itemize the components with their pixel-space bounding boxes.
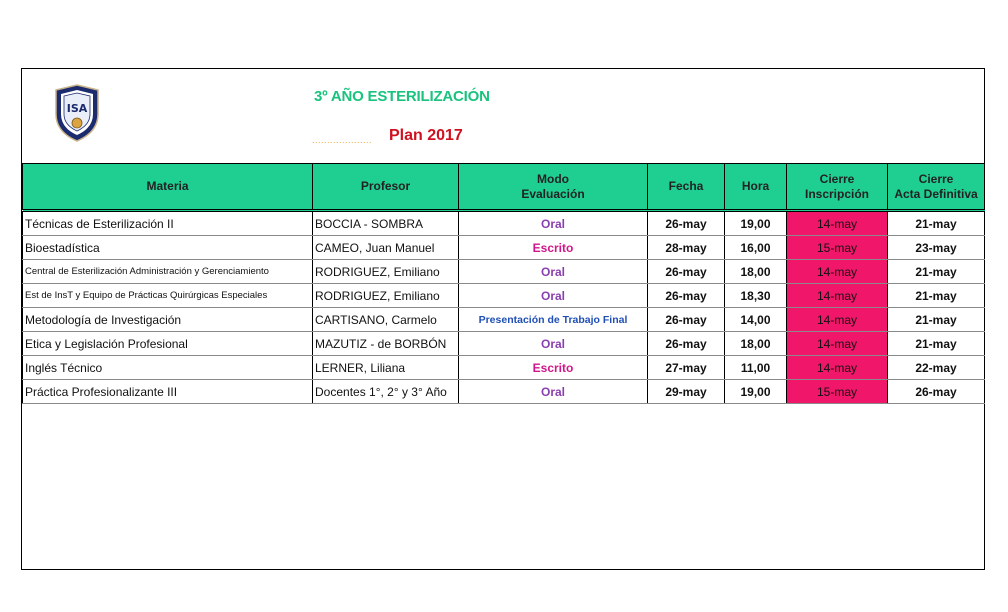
cell-cierre-inscripcion: 14-may xyxy=(787,332,888,356)
cell-hora: 18,30 xyxy=(725,284,787,308)
cell-modo: Oral xyxy=(459,211,648,236)
col-cierre-acta-line2: Acta Definitiva xyxy=(894,186,978,201)
cell-hora: 11,00 xyxy=(725,356,787,380)
table-row xyxy=(23,332,985,356)
cell-fecha: 26-may xyxy=(648,211,725,236)
cell-fecha: 26-may xyxy=(648,332,725,356)
cell-cierre-acta: 21-may xyxy=(888,308,985,332)
plan-label: Plan 2017 xyxy=(389,127,463,144)
cell-fecha: 26-may xyxy=(648,260,725,284)
table-row xyxy=(23,356,985,380)
cell-hora: 18,00 xyxy=(725,332,787,356)
table-row xyxy=(23,260,985,284)
plan-dots: .................... xyxy=(312,135,373,145)
cell-hora: 19,00 xyxy=(725,211,787,236)
cell-cierre-inscripcion: 15-may xyxy=(787,236,888,260)
table-row xyxy=(23,284,985,308)
table-row xyxy=(23,211,985,236)
cell-fecha: 29-may xyxy=(648,380,725,404)
cell-materia: Técnicas de Esterilización II xyxy=(23,211,313,236)
cell-hora: 14,00 xyxy=(725,308,787,332)
cell-cierre-inscripcion: 14-may xyxy=(787,308,888,332)
cell-profesor: CARTISANO, Carmelo xyxy=(313,308,459,332)
col-fecha: Fecha xyxy=(648,164,725,211)
cell-cierre-acta: 26-may xyxy=(888,380,985,404)
cell-materia: Inglés Técnico xyxy=(23,356,313,380)
cell-fecha: 28-may xyxy=(648,236,725,260)
cell-cierre-inscripcion: 14-may xyxy=(787,260,888,284)
cell-materia: Práctica Profesionalizante III xyxy=(23,380,313,404)
cell-cierre-inscripcion: 14-may xyxy=(787,284,888,308)
cell-fecha: 26-may xyxy=(648,308,725,332)
schedule-sheet xyxy=(21,68,985,570)
cell-materia: Metodología de Investigación xyxy=(23,308,313,332)
cell-modo: Oral xyxy=(459,380,648,404)
cell-profesor: MAZUTIZ - de BORBÓN xyxy=(313,332,459,356)
cell-cierre-inscripcion: 14-may xyxy=(787,211,888,236)
col-cierre-insc-line2: Inscripción xyxy=(804,186,869,201)
cell-hora: 18,00 xyxy=(725,260,787,284)
col-cierre-insc-line1: Cierre xyxy=(819,171,855,186)
cell-materia: Central de Esterilización Administración y Gerenciamiento xyxy=(23,260,313,284)
cell-modo: Oral xyxy=(459,332,648,356)
col-modo xyxy=(459,164,648,211)
col-cierre-acta-line1: Cierre xyxy=(918,171,954,186)
cell-materia: Est de InsT y Equipo de Prácticas Quirúrgicas Especiales xyxy=(23,284,313,308)
cell-modo: Escrito xyxy=(459,236,648,260)
cell-cierre-acta: 22-may xyxy=(888,356,985,380)
col-modo-line2: Evaluación xyxy=(521,186,585,201)
cell-fecha: 27-may xyxy=(648,356,725,380)
cell-modo: Presentación de Trabajo Final xyxy=(459,308,648,332)
cell-cierre-acta: 21-may xyxy=(888,211,985,236)
cell-cierre-acta: 21-may xyxy=(888,332,985,356)
table-row xyxy=(23,236,985,260)
cell-materia: Etica y Legislación Profesional xyxy=(23,332,313,356)
institute-logo xyxy=(52,84,102,142)
table-header-row xyxy=(23,164,985,211)
cell-fecha: 26-may xyxy=(648,284,725,308)
cell-cierre-acta: 21-may xyxy=(888,260,985,284)
cell-cierre-acta: 21-may xyxy=(888,284,985,308)
col-profesor: Profesor xyxy=(313,164,459,211)
cell-materia: Bioestadística xyxy=(23,236,313,260)
col-modo-line1: Modo xyxy=(537,171,569,186)
cell-profesor: LERNER, Liliana xyxy=(313,356,459,380)
cell-cierre-acta: 23-may xyxy=(888,236,985,260)
table-row xyxy=(23,308,985,332)
cell-profesor: BOCCIA - SOMBRA xyxy=(313,211,459,236)
cell-cierre-inscripcion: 15-may xyxy=(787,380,888,404)
cell-profesor: RODRIGUEZ, Emiliano xyxy=(313,260,459,284)
col-cierre-inscripcion xyxy=(787,164,888,211)
cell-profesor: RODRIGUEZ, Emiliano xyxy=(313,284,459,308)
logo-text: ISA xyxy=(66,102,88,115)
table-row xyxy=(23,380,985,404)
cell-hora: 16,00 xyxy=(725,236,787,260)
cell-modo: Oral xyxy=(459,260,648,284)
cell-cierre-inscripcion: 14-may xyxy=(787,356,888,380)
cell-profesor: CAMEO, Juan Manuel xyxy=(313,236,459,260)
sheet-header xyxy=(22,69,984,163)
cell-hora: 19,00 xyxy=(725,380,787,404)
page-title: 3º AÑO ESTERILIZACIÓN xyxy=(314,88,490,105)
exam-table xyxy=(22,163,985,404)
col-hora: Hora xyxy=(725,164,787,211)
col-cierre-acta xyxy=(888,164,985,211)
cell-modo: Oral xyxy=(459,284,648,308)
cell-profesor: Docentes 1°, 2° y 3° Año xyxy=(313,380,459,404)
col-materia: Materia xyxy=(23,164,313,211)
cell-modo: Escrito xyxy=(459,356,648,380)
